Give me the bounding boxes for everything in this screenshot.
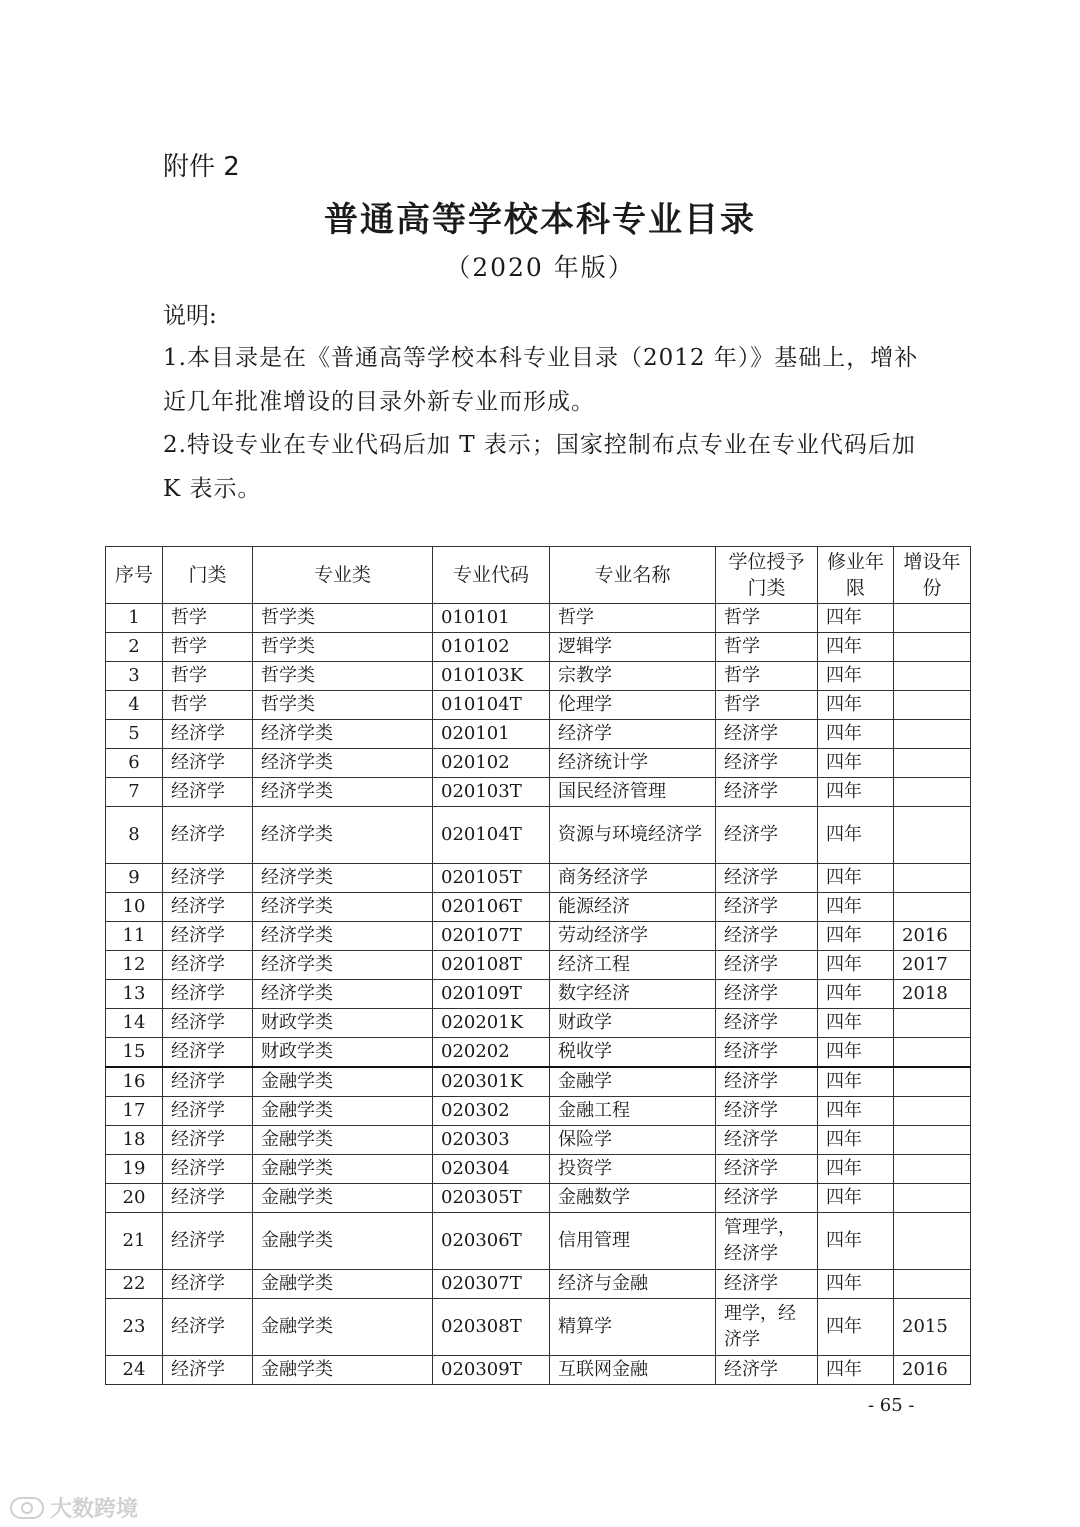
cell-category: 经济学: [163, 749, 253, 778]
cell-year: 2016: [894, 1356, 971, 1385]
table-row: [106, 864, 971, 893]
cell-class: 金融学类: [253, 1126, 433, 1155]
cell-seq: 9: [106, 864, 163, 893]
cell-name: 劳动经济学: [550, 922, 716, 951]
cell-degree: 哲学: [716, 633, 818, 662]
cell-name: 能源经济: [550, 893, 716, 922]
table-row: [106, 1126, 971, 1155]
cell-code: 020301K: [433, 1067, 550, 1097]
cell-name: 税收学: [550, 1038, 716, 1068]
cell-class: 金融学类: [253, 1184, 433, 1213]
cell-class: 金融学类: [253, 1067, 433, 1097]
major-catalog-table: [105, 546, 971, 1385]
cell-seq: 3: [106, 662, 163, 691]
cell-category: 经济学: [163, 893, 253, 922]
cell-class: 金融学类: [253, 1299, 433, 1356]
cell-duration: 四年: [818, 1038, 894, 1068]
cell-category: 哲学: [163, 662, 253, 691]
header-name: 专业名称: [550, 547, 716, 604]
cell-code: 010104T: [433, 691, 550, 720]
cell-code: 020308T: [433, 1299, 550, 1356]
cell-category: 经济学: [163, 951, 253, 980]
note-item-2: 2.特设专业在专业代码后加 T 表示；国家控制布点专业在专业代码后加 K 表示。: [163, 432, 916, 502]
cell-year: [894, 1126, 971, 1155]
cell-name: 哲学: [550, 604, 716, 633]
cell-year: [894, 1009, 971, 1038]
cell-name: 伦理学: [550, 691, 716, 720]
cell-code: 010102: [433, 633, 550, 662]
cell-duration: 四年: [818, 864, 894, 893]
cell-degree: 经济学: [716, 1270, 818, 1299]
table-row: [106, 749, 971, 778]
header-seq: 序号: [106, 547, 163, 604]
cell-year: 2015: [894, 1299, 971, 1356]
cell-code: 020105T: [433, 864, 550, 893]
cell-name: 财政学: [550, 1009, 716, 1038]
cell-duration: 四年: [818, 807, 894, 864]
cell-seq: 21: [106, 1213, 163, 1270]
cell-class: 经济学类: [253, 807, 433, 864]
cell-class: 经济学类: [253, 893, 433, 922]
cell-code: 020307T: [433, 1270, 550, 1299]
cell-degree: 经济学: [716, 1155, 818, 1184]
watermark-text: 大数跨境: [50, 1497, 139, 1522]
watermark: [10, 1492, 138, 1523]
cell-seq: 16: [106, 1067, 163, 1097]
table-row: [106, 778, 971, 807]
header-degree: 学位授予门类: [716, 547, 818, 604]
cell-duration: 四年: [818, 951, 894, 980]
cell-seq: 23: [106, 1299, 163, 1356]
cell-code: 020305T: [433, 1184, 550, 1213]
cell-category: 经济学: [163, 922, 253, 951]
cell-name: 宗教学: [550, 662, 716, 691]
cell-year: [894, 633, 971, 662]
cell-seq: 20: [106, 1184, 163, 1213]
cell-class: 经济学类: [253, 720, 433, 749]
cell-duration: 四年: [818, 1213, 894, 1270]
cell-category: 经济学: [163, 864, 253, 893]
cell-degree: 经济学: [716, 1184, 818, 1213]
table-row: [106, 1213, 971, 1270]
cell-year: [894, 778, 971, 807]
cell-category: 经济学: [163, 807, 253, 864]
table-row: [106, 1184, 971, 1213]
cell-category: 经济学: [163, 1184, 253, 1213]
cell-degree: 经济学: [716, 778, 818, 807]
cell-code: 020109T: [433, 980, 550, 1009]
cell-year: [894, 604, 971, 633]
cell-year: [894, 1270, 971, 1299]
cell-seq: 12: [106, 951, 163, 980]
cell-category: 经济学: [163, 720, 253, 749]
table-row: [106, 1299, 971, 1356]
cell-duration: 四年: [818, 1067, 894, 1097]
cell-code: 020306T: [433, 1213, 550, 1270]
cell-degree: 经济学: [716, 720, 818, 749]
header-duration: 修业年限: [818, 547, 894, 604]
table-row: [106, 951, 971, 980]
header-category: 门类: [163, 547, 253, 604]
cell-category: 哲学: [163, 691, 253, 720]
cell-degree: 经济学: [716, 1067, 818, 1097]
cell-degree: 哲学: [716, 691, 818, 720]
cell-seq: 13: [106, 980, 163, 1009]
attachment-label: 附件 2: [163, 152, 240, 182]
cell-category: 经济学: [163, 1009, 253, 1038]
cell-class: 经济学类: [253, 749, 433, 778]
cell-seq: 15: [106, 1038, 163, 1068]
cell-class: 哲学类: [253, 662, 433, 691]
table-row: [106, 662, 971, 691]
cell-name: 互联网金融: [550, 1356, 716, 1385]
cell-seq: 22: [106, 1270, 163, 1299]
cell-seq: 14: [106, 1009, 163, 1038]
cell-seq: 4: [106, 691, 163, 720]
cell-code: 010103K: [433, 662, 550, 691]
cell-code: 020104T: [433, 807, 550, 864]
cell-code: 020202: [433, 1038, 550, 1068]
notes-heading: 说明:: [163, 303, 217, 329]
cell-duration: 四年: [818, 1126, 894, 1155]
table-row: [106, 604, 971, 633]
cell-name: 经济工程: [550, 951, 716, 980]
cell-code: 020107T: [433, 922, 550, 951]
cell-duration: 四年: [818, 778, 894, 807]
cell-name: 数字经济: [550, 980, 716, 1009]
cell-year: [894, 749, 971, 778]
cell-duration: 四年: [818, 633, 894, 662]
cell-degree: 经济学: [716, 951, 818, 980]
cell-degree: 经济学: [716, 922, 818, 951]
cell-year: 2017: [894, 951, 971, 980]
cell-category: 经济学: [163, 1356, 253, 1385]
cell-class: 经济学类: [253, 951, 433, 980]
table-row: [106, 691, 971, 720]
cell-duration: 四年: [818, 662, 894, 691]
cell-class: 哲学类: [253, 633, 433, 662]
cell-year: [894, 1038, 971, 1068]
table-row: [106, 633, 971, 662]
cell-category: 经济学: [163, 1270, 253, 1299]
table-header-row: [106, 547, 971, 604]
cell-year: [894, 807, 971, 864]
cell-category: 哲学: [163, 604, 253, 633]
table-row: [106, 893, 971, 922]
cell-duration: 四年: [818, 720, 894, 749]
cell-degree: 哲学: [716, 662, 818, 691]
cell-seq: 8: [106, 807, 163, 864]
cell-seq: 1: [106, 604, 163, 633]
cell-class: 经济学类: [253, 864, 433, 893]
cell-code: 020303: [433, 1126, 550, 1155]
cell-year: [894, 1213, 971, 1270]
cell-duration: 四年: [818, 980, 894, 1009]
cell-year: [894, 720, 971, 749]
table-row: [106, 1356, 971, 1385]
cell-degree: 经济学: [716, 893, 818, 922]
cell-category: 经济学: [163, 980, 253, 1009]
cell-seq: 18: [106, 1126, 163, 1155]
cell-category: 经济学: [163, 1097, 253, 1126]
cell-class: 哲学类: [253, 691, 433, 720]
header-class: 专业类: [253, 547, 433, 604]
cell-degree: 经济学: [716, 807, 818, 864]
cell-class: 哲学类: [253, 604, 433, 633]
cell-name: 经济统计学: [550, 749, 716, 778]
cell-code: 020106T: [433, 893, 550, 922]
document-title: 普通高等学校本科专业目录: [324, 200, 756, 240]
page-number: - 65 -: [868, 1395, 915, 1416]
cell-degree: 理学，经济学: [716, 1299, 818, 1356]
cell-code: 020309T: [433, 1356, 550, 1385]
cell-degree: 经济学: [716, 1097, 818, 1126]
cell-degree: 管理学，经济学: [716, 1213, 818, 1270]
cell-duration: 四年: [818, 1009, 894, 1038]
cell-seq: 10: [106, 893, 163, 922]
cell-name: 投资学: [550, 1155, 716, 1184]
cell-class: 金融学类: [253, 1097, 433, 1126]
cell-seq: 2: [106, 633, 163, 662]
table-row: [106, 922, 971, 951]
cell-category: 经济学: [163, 1126, 253, 1155]
cell-name: 金融工程: [550, 1097, 716, 1126]
cell-name: 精算学: [550, 1299, 716, 1356]
cell-seq: 7: [106, 778, 163, 807]
table-row: [106, 1155, 971, 1184]
cell-code: 020101: [433, 720, 550, 749]
cell-seq: 5: [106, 720, 163, 749]
cell-name: 保险学: [550, 1126, 716, 1155]
cell-degree: 经济学: [716, 864, 818, 893]
cell-degree: 经济学: [716, 1356, 818, 1385]
cell-year: [894, 893, 971, 922]
watermark-logo-icon: [10, 1497, 44, 1519]
cell-class: 经济学类: [253, 980, 433, 1009]
cell-name: 逻辑学: [550, 633, 716, 662]
cell-name: 金融学: [550, 1067, 716, 1097]
cell-code: 020102: [433, 749, 550, 778]
cell-year: [894, 864, 971, 893]
cell-degree: 经济学: [716, 749, 818, 778]
cell-name: 资源与环境经济学: [550, 807, 716, 864]
cell-name: 金融数学: [550, 1184, 716, 1213]
cell-class: 金融学类: [253, 1213, 433, 1270]
cell-class: 金融学类: [253, 1356, 433, 1385]
note-item-1: 1.本目录是在《普通高等学校本科专业目录（2012 年）》基础上，增补近几年批准增设的目录外新专业而形成。: [163, 345, 919, 415]
cell-class: 经济学类: [253, 778, 433, 807]
cell-duration: 四年: [818, 749, 894, 778]
header-year: 增设年份: [894, 547, 971, 604]
cell-year: [894, 1067, 971, 1097]
table-row: [106, 1009, 971, 1038]
cell-category: 经济学: [163, 1213, 253, 1270]
cell-degree: 经济学: [716, 980, 818, 1009]
cell-category: 哲学: [163, 633, 253, 662]
table-row: [106, 1270, 971, 1299]
cell-degree: 经济学: [716, 1009, 818, 1038]
cell-name: 商务经济学: [550, 864, 716, 893]
cell-category: 经济学: [163, 1038, 253, 1068]
cell-code: 010101: [433, 604, 550, 633]
cell-year: [894, 662, 971, 691]
cell-name: 经济与金融: [550, 1270, 716, 1299]
table-row: [106, 1067, 971, 1097]
cell-category: 经济学: [163, 1067, 253, 1097]
cell-year: 2016: [894, 922, 971, 951]
cell-year: [894, 1155, 971, 1184]
header-code: 专业代码: [433, 547, 550, 604]
cell-class: 金融学类: [253, 1270, 433, 1299]
cell-duration: 四年: [818, 604, 894, 633]
cell-class: 金融学类: [253, 1155, 433, 1184]
table-row: [106, 980, 971, 1009]
cell-code: 020302: [433, 1097, 550, 1126]
table-row: [106, 1038, 971, 1068]
table-row: [106, 807, 971, 864]
cell-class: 财政学类: [253, 1009, 433, 1038]
cell-seq: 11: [106, 922, 163, 951]
cell-code: 020103T: [433, 778, 550, 807]
cell-code: 020108T: [433, 951, 550, 980]
cell-seq: 19: [106, 1155, 163, 1184]
cell-name: 信用管理: [550, 1213, 716, 1270]
cell-duration: 四年: [818, 1155, 894, 1184]
cell-year: [894, 1097, 971, 1126]
cell-class: 经济学类: [253, 922, 433, 951]
edition-label: （2020 年版）: [445, 253, 635, 282]
cell-name: 国民经济管理: [550, 778, 716, 807]
cell-duration: 四年: [818, 691, 894, 720]
cell-duration: 四年: [818, 1270, 894, 1299]
cell-year: 2018: [894, 980, 971, 1009]
cell-seq: 24: [106, 1356, 163, 1385]
cell-duration: 四年: [818, 922, 894, 951]
cell-year: [894, 1184, 971, 1213]
cell-duration: 四年: [818, 1184, 894, 1213]
cell-degree: 经济学: [716, 1038, 818, 1068]
cell-class: 财政学类: [253, 1038, 433, 1068]
table-row: [106, 1097, 971, 1126]
cell-duration: 四年: [818, 1356, 894, 1385]
cell-category: 经济学: [163, 778, 253, 807]
cell-seq: 17: [106, 1097, 163, 1126]
cell-name: 经济学: [550, 720, 716, 749]
cell-category: 经济学: [163, 1299, 253, 1356]
cell-seq: 6: [106, 749, 163, 778]
cell-duration: 四年: [818, 1299, 894, 1356]
cell-duration: 四年: [818, 1097, 894, 1126]
cell-category: 经济学: [163, 1155, 253, 1184]
cell-year: [894, 691, 971, 720]
cell-duration: 四年: [818, 893, 894, 922]
cell-code: 020304: [433, 1155, 550, 1184]
table-row: [106, 720, 971, 749]
cell-degree: 哲学: [716, 604, 818, 633]
cell-code: 020201K: [433, 1009, 550, 1038]
cell-degree: 经济学: [716, 1126, 818, 1155]
